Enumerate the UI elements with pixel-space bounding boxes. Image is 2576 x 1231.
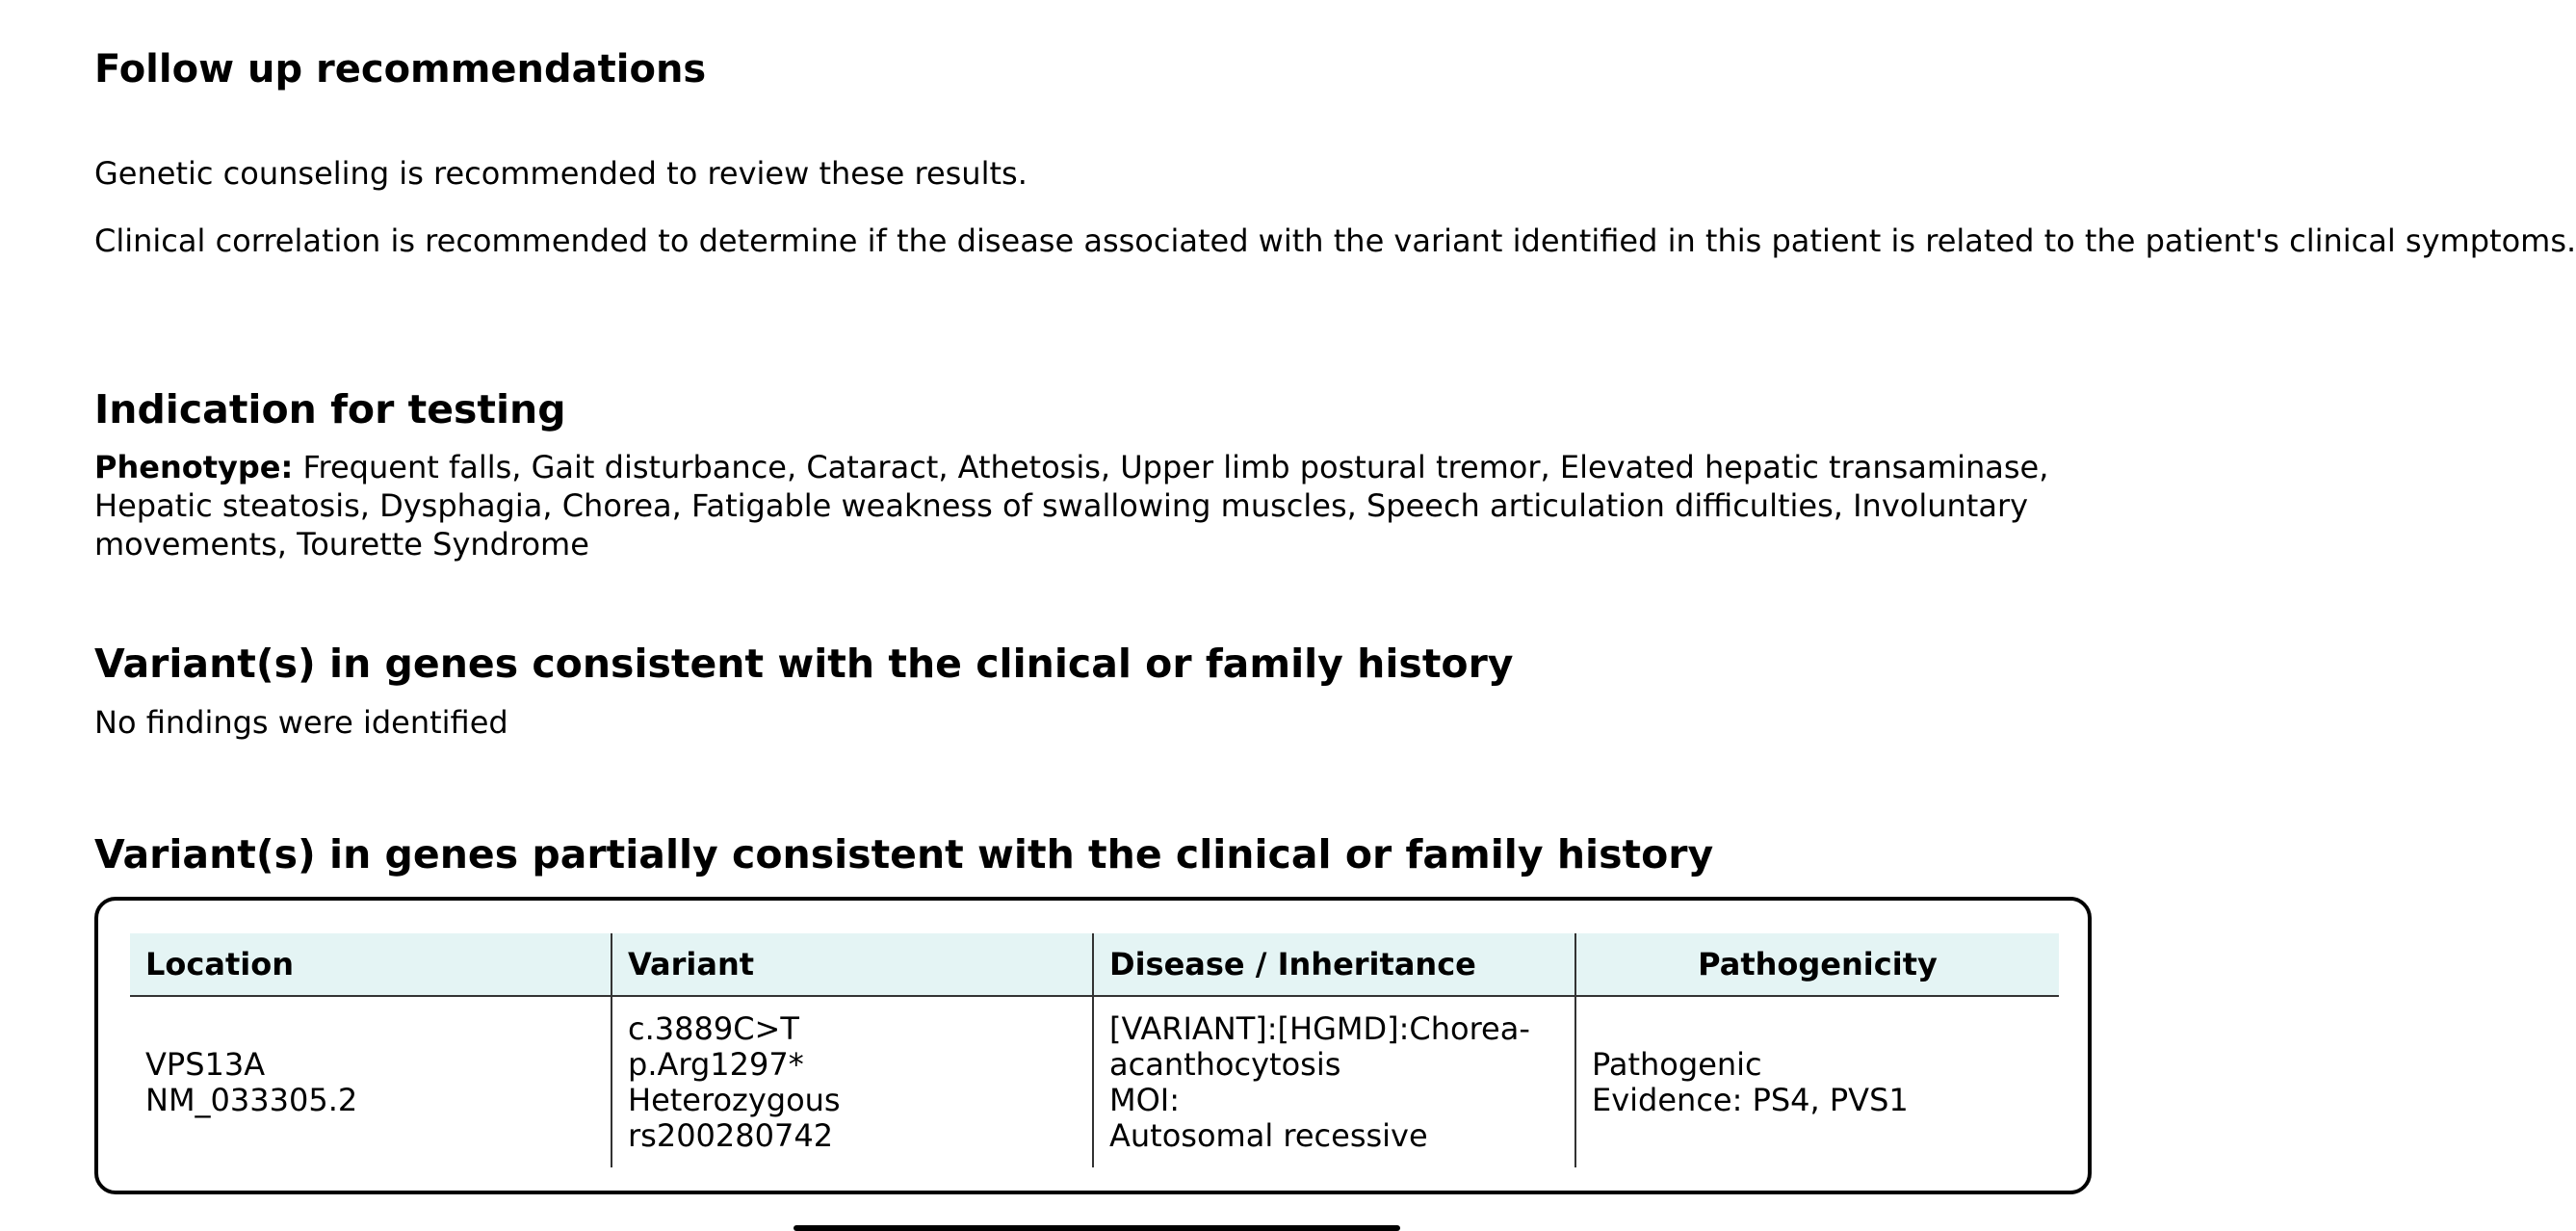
cell-variant <box>611 996 1093 1167</box>
variant-table-container <box>94 897 2092 1194</box>
cell-pathogenicity <box>1575 996 2059 1167</box>
phenotype-label: Phenotype: <box>94 449 294 485</box>
column-header-pathogenicity: Pathogenicity <box>1575 933 2059 996</box>
indication-heading: Indication for testing <box>94 386 566 432</box>
table-row <box>130 996 2059 1167</box>
disease-line-1: [VARIANT]:[HGMD]:Chorea- <box>1109 1009 1530 1047</box>
cell-disease <box>1093 996 1575 1167</box>
transcript-id: NM_033305.2 <box>145 1081 358 1118</box>
phenotype-value: Frequent falls, Gait disturbance, Cataract, Athetosis, Upper limb postural tremor, Elevated hepatic transaminase, Hepatic steatosis, Dysphagia, Chorea, Fatigable weakness of swallowing muscles, Speech articulation difficulties, Involuntary movements, Tourette Syndrome <box>94 449 2049 563</box>
phenotype-paragraph <box>94 448 2097 563</box>
no-findings-text: No findings were identified <box>94 704 508 741</box>
protein-change: p.Arg1297* <box>628 1045 804 1083</box>
moi-label: MOI: <box>1109 1081 1181 1118</box>
consistent-variants-heading: Variant(s) in genes consistent with the clinical or family history <box>94 641 1514 687</box>
disease-line-2: acanthocytosis <box>1109 1045 1341 1083</box>
zygosity: Heterozygous <box>628 1081 841 1118</box>
pathogenicity-class: Pathogenic <box>1592 1045 1762 1083</box>
column-header-disease: Disease / Inheritance <box>1093 933 1575 996</box>
column-header-location: Location <box>130 933 611 996</box>
follow-up-heading: Follow up recommendations <box>94 47 707 92</box>
gene-name: VPS13A <box>145 1045 266 1083</box>
counseling-text: Genetic counseling is recommended to review these results. <box>94 155 1028 192</box>
partial-variants-heading: Variant(s) in genes partially consistent with the clinical or family history <box>94 831 1714 877</box>
inheritance-mode: Autosomal recessive <box>1109 1116 1428 1154</box>
variant-table <box>130 933 2059 1167</box>
table-header-row <box>130 933 2059 996</box>
column-header-variant: Variant <box>611 933 1093 996</box>
rs-id: rs200280742 <box>628 1116 834 1154</box>
evidence-codes: Evidence: PS4, PVS1 <box>1592 1081 1909 1118</box>
cdna-change: c.3889C>T <box>628 1009 799 1047</box>
correlation-text: Clinical correlation is recommended to determine if the disease associated with the variant identified in this patient is related to the patient's clinical symptoms. <box>94 223 2576 259</box>
next-section-box-edge <box>794 1225 1400 1231</box>
cell-location <box>130 996 611 1167</box>
